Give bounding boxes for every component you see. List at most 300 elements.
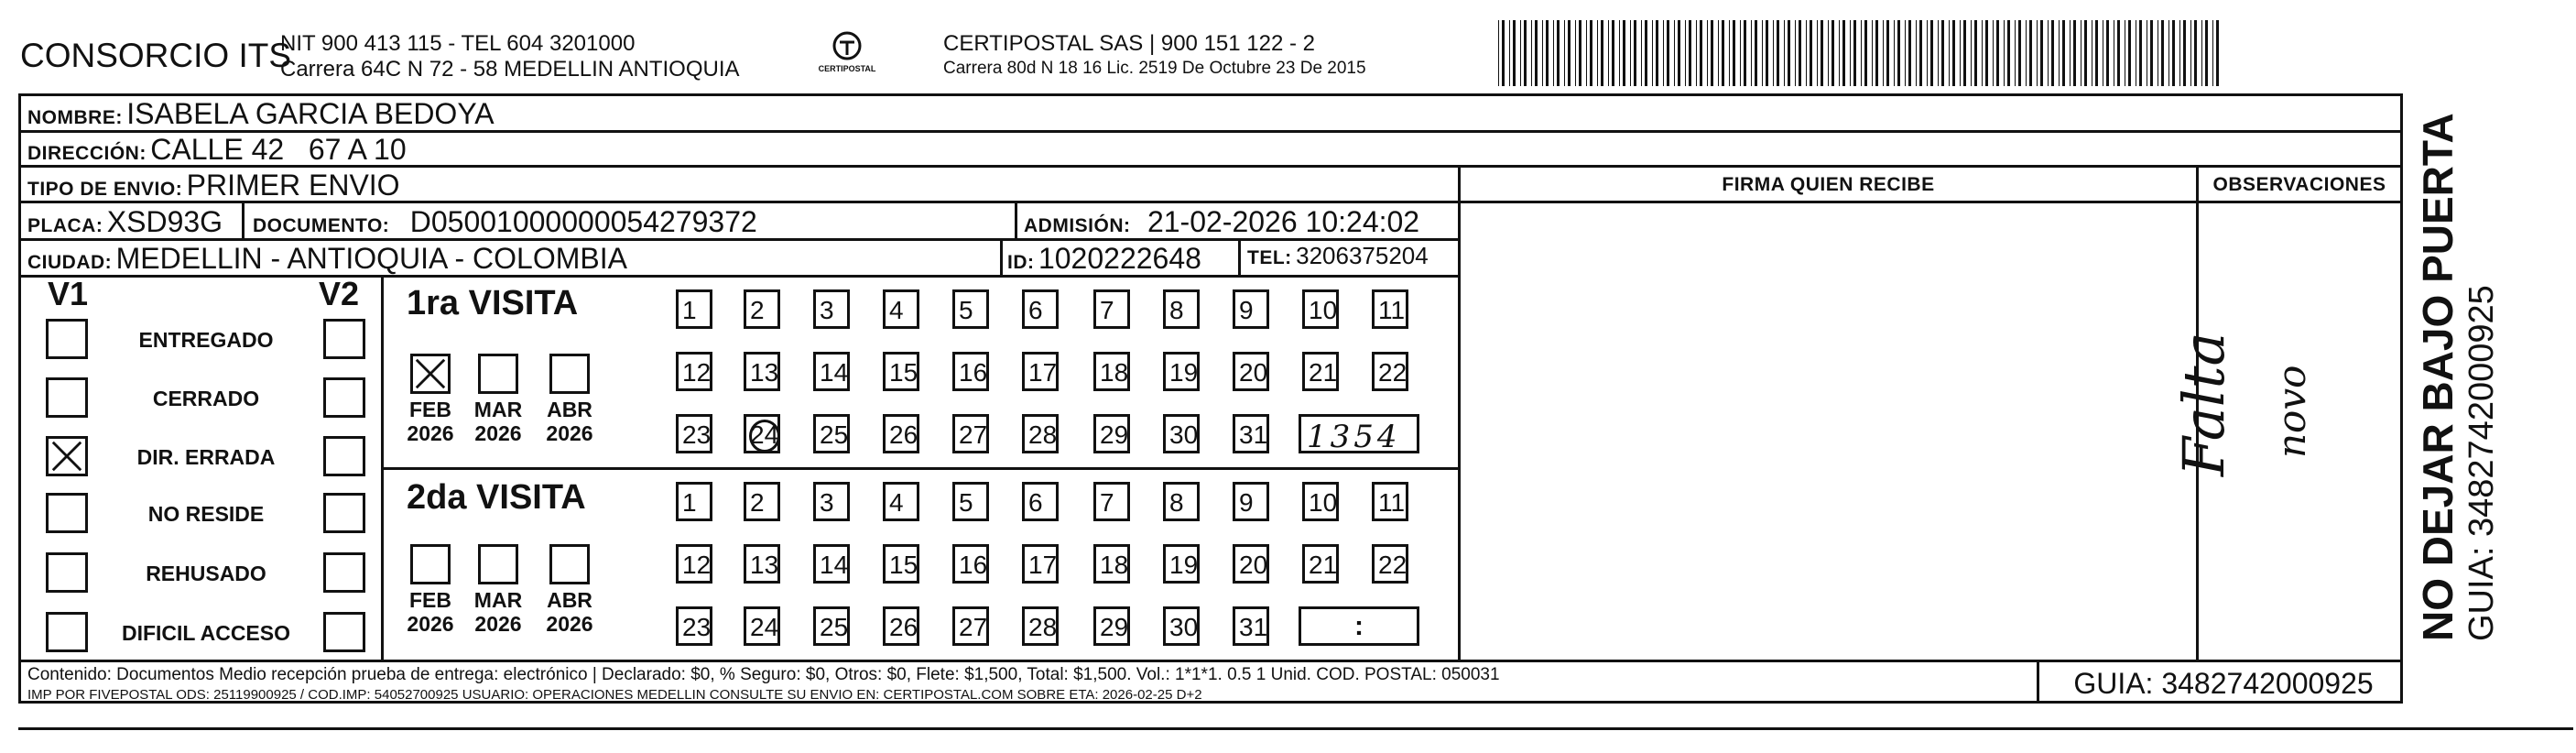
firma-header: FIRMA QUIEN RECIBE [1722, 174, 1935, 195]
barcode-bar [1612, 20, 1614, 86]
day-number: 29 [1100, 420, 1129, 449]
day-cell[interactable] [676, 544, 712, 584]
barcode-bar [1740, 20, 1741, 86]
barcode-bar [1652, 20, 1653, 86]
day-number: 30 [1169, 420, 1199, 449]
day-cell[interactable] [1093, 289, 1130, 329]
day-number: 2 [750, 296, 765, 324]
day-number: 17 [1028, 358, 1058, 387]
barcode-bar [2004, 20, 2005, 86]
day-cell[interactable] [676, 482, 712, 521]
barcode-bar [1996, 20, 1999, 86]
status-option-label: ENTREGADO [138, 328, 274, 352]
barcode-bar [1766, 20, 1768, 86]
day-cell[interactable] [883, 544, 919, 584]
day-cell[interactable] [1163, 544, 1200, 584]
barcode-bar [1905, 20, 1906, 86]
id-label: ID: [1007, 252, 1035, 273]
day-number: 11 [1378, 296, 1406, 324]
barcode-bar [1795, 20, 1796, 86]
barcode-bar [1762, 20, 1763, 86]
barcode-bar [1711, 20, 1713, 86]
day-cell[interactable] [952, 414, 989, 453]
v1-checkbox[interactable] [46, 377, 88, 418]
barcode-bar [2095, 20, 2098, 86]
side-title: NO DEJAR BAJO PUERTA [2414, 113, 2462, 641]
v2-checkbox[interactable] [323, 436, 365, 476]
day-number: 8 [1169, 296, 1184, 324]
barcode-bar [1938, 20, 1939, 86]
observaciones-header: OBSERVACIONES [2212, 174, 2386, 195]
day-number: 27 [959, 613, 988, 641]
documento-label: DOCUMENTO: [253, 215, 390, 236]
day-number: 1 [682, 488, 697, 517]
day-cell[interactable] [1093, 544, 1130, 584]
barcode-bar [2018, 20, 2021, 86]
day-cell[interactable] [1163, 352, 1200, 391]
barcode-bar [1894, 20, 1895, 86]
day-number: 3 [820, 488, 834, 517]
admision-cell [1024, 205, 1419, 239]
tel-value: 3206375204 [1296, 242, 1429, 269]
month-checkbox[interactable] [549, 354, 590, 394]
col-line [1458, 165, 1461, 660]
ciudad-label: CIUDAD: [27, 252, 113, 273]
barcode-bar [1993, 20, 1994, 86]
day-cell[interactable] [1022, 289, 1059, 329]
barcode-bar [1634, 20, 1636, 86]
day-number: 13 [750, 358, 779, 387]
day-number: 14 [820, 551, 849, 579]
barcode-bar [1908, 20, 1911, 86]
barcode [1495, 20, 2223, 86]
barcode-bar [2179, 20, 2180, 86]
barcode-bar [2168, 20, 2169, 86]
day-number: 16 [959, 358, 988, 387]
visit1-time-box[interactable] [1299, 414, 1419, 453]
v2-checkbox[interactable] [323, 493, 365, 533]
month-label: MAR [473, 398, 523, 421]
day-cell[interactable] [883, 414, 919, 453]
visit2-time-placeholder: : [1354, 611, 1364, 641]
barcode-bar [2029, 20, 2032, 86]
v2-checkbox[interactable] [323, 377, 365, 418]
v2-checkbox[interactable] [323, 319, 365, 359]
barcode-bar [1623, 20, 1625, 86]
day-cell[interactable] [1093, 482, 1130, 521]
day-number: 2 [750, 488, 765, 517]
day-cell[interactable] [1233, 482, 1269, 521]
day-cell[interactable] [1233, 289, 1269, 329]
col-line [242, 201, 245, 238]
day-number: 6 [1028, 488, 1043, 517]
barcode-bar [1700, 20, 1702, 86]
day-cell[interactable] [1022, 414, 1059, 453]
day-cell[interactable] [676, 606, 712, 646]
v1-checkbox[interactable] [46, 552, 88, 593]
day-number: 25 [820, 420, 849, 449]
barcode-bar [2172, 20, 2175, 86]
barcode-bar [2059, 20, 2060, 86]
tipo-label: TIPO DE ENVIO: [27, 179, 183, 200]
barcode-bar [1842, 20, 1845, 86]
month-year: 2026 [474, 612, 522, 636]
month-year: 2026 [407, 421, 454, 445]
day-cell[interactable] [952, 352, 989, 391]
day-cell[interactable] [952, 482, 989, 521]
v2-label: V2 [319, 275, 360, 312]
col-line [1000, 238, 1003, 275]
barcode-bar [1773, 20, 1774, 86]
barcode-bar [1586, 20, 1587, 86]
col-line [2037, 660, 2039, 704]
placa-label: PLACA: [27, 215, 103, 236]
day-cell[interactable] [676, 414, 712, 453]
barcode-bar [1579, 20, 1581, 86]
day-cell[interactable] [744, 352, 780, 391]
day-cell[interactable] [1302, 544, 1339, 584]
id-cell [1007, 242, 1201, 276]
company-name: CONSORCIO ITS [20, 37, 292, 74]
day-number: 4 [889, 296, 904, 324]
direccion-row [27, 133, 407, 167]
month-label: FEB [409, 398, 451, 421]
ciudad-value: MEDELLIN - ANTIOQUIA - COLOMBIA [115, 242, 627, 275]
barcode-bar [1619, 20, 1620, 86]
barcode-bar [2040, 20, 2043, 86]
footer-print-line: IMP POR FIVEPOSTAL ODS: 25119900925 / COD.IMP: 54052700925 USUARIO: OPERACIONES MEDELLIN CONSULTE SU ENVIO EN: CERTIPOSTAL.COM SOBRE ETA: 2026-02-25 D+2 [27, 687, 1202, 703]
barcode-bar [2048, 20, 2049, 86]
day-cell[interactable] [1022, 606, 1059, 646]
day-cell[interactable] [1372, 289, 1408, 329]
barcode-bar [1949, 20, 1950, 86]
visit2-time-box[interactable] [1299, 606, 1419, 646]
barcode-bar [1788, 20, 1790, 86]
barcode-bar [1667, 20, 1669, 86]
month-year: 2026 [546, 612, 593, 636]
day-number: 8 [1169, 488, 1184, 517]
v1-label: V1 [48, 275, 89, 312]
v1-checkbox[interactable] [46, 436, 88, 476]
row-line [18, 660, 2403, 662]
day-number: 18 [1100, 551, 1129, 579]
day-cell[interactable] [952, 289, 989, 329]
company-line1: NIT 900 413 115 - TEL 604 3201000 [280, 31, 636, 56]
barcode-bar [2139, 20, 2142, 86]
barcode-bar [1886, 20, 1889, 86]
day-number: 28 [1028, 613, 1058, 641]
day-number: 17 [1028, 551, 1058, 579]
barcode-bar [1597, 20, 1598, 86]
day-cell[interactable] [1093, 352, 1130, 391]
day-cell[interactable] [1163, 482, 1200, 521]
day-number: 22 [1378, 358, 1408, 387]
barcode-bar [1897, 20, 1900, 86]
barcode-bar [1883, 20, 1884, 86]
barcode-bar [1755, 20, 1757, 86]
day-number: 15 [889, 358, 918, 387]
day-cell[interactable] [1302, 482, 1339, 521]
barcode-bar [2106, 20, 2109, 86]
day-cell[interactable] [813, 352, 850, 391]
barcode-bar [1502, 20, 1505, 86]
month-checkbox[interactable] [478, 544, 518, 584]
observaciones-note-1: Falta [2170, 332, 2237, 476]
barcode-bar [1941, 20, 1944, 86]
day-number: 19 [1169, 551, 1199, 579]
day-number: 22 [1378, 551, 1408, 579]
barcode-bar [1751, 20, 1752, 86]
barcode-bar [1608, 20, 1609, 86]
status-option-label: CERRADO [152, 387, 260, 410]
day-cell[interactable] [1163, 414, 1200, 453]
nombre-value: ISABELA GARCIA BEDOYA [126, 97, 495, 130]
day-cell[interactable] [1233, 544, 1269, 584]
visit1-time-value: 1354 [1307, 419, 1401, 455]
barcode-bar [2150, 20, 2153, 86]
barcode-bar [2190, 20, 2191, 86]
month-checkbox[interactable] [549, 544, 590, 584]
day-cell[interactable] [1302, 289, 1339, 329]
day-number: 30 [1169, 613, 1199, 641]
barcode-bar [1861, 20, 1862, 86]
barcode-bar [1575, 20, 1576, 86]
day-cell[interactable] [744, 606, 780, 646]
documento-cell [253, 205, 757, 239]
v1-checkbox[interactable] [46, 319, 88, 359]
barcode-bar [1645, 20, 1647, 86]
barcode-bar [1729, 20, 1730, 86]
month-year: 2026 [407, 612, 454, 636]
barcode-bar [1839, 20, 1840, 86]
barcode-bar [1656, 20, 1658, 86]
day-number: 26 [889, 613, 918, 641]
barcode-bar [1557, 20, 1560, 86]
barcode-bar [2026, 20, 2027, 86]
barcode-bar [1564, 20, 1565, 86]
day-cell[interactable] [883, 289, 919, 329]
day-cell[interactable] [1302, 352, 1339, 391]
month-checkbox[interactable] [478, 354, 518, 394]
day-number: 10 [1309, 488, 1338, 517]
carrier-line1: CERTIPOSTAL SAS | 900 151 122 - 2 [943, 31, 1315, 56]
barcode-bar [2051, 20, 2054, 86]
day-cell[interactable] [1163, 289, 1200, 329]
observaciones-note-2: novo [2269, 365, 2314, 458]
barcode-bar [1963, 20, 1966, 86]
visit1-title: 1ra VISITA [407, 284, 579, 322]
day-number: 3 [820, 296, 834, 324]
day-cell[interactable] [952, 606, 989, 646]
barcode-bar [1744, 20, 1746, 86]
barcode-bar [2216, 20, 2219, 86]
day-cell[interactable] [676, 352, 712, 391]
v2-checkbox[interactable] [323, 612, 365, 652]
barcode-bar [1722, 20, 1724, 86]
day-number: 18 [1100, 358, 1129, 387]
direccion-value: CALLE 42 67 A 10 [150, 133, 407, 166]
documento-value: D05001000000054279372 [409, 205, 757, 238]
barcode-bar [1590, 20, 1592, 86]
visit2-title: 2da VISITA [407, 478, 586, 517]
barcode-bar [2128, 20, 2131, 86]
day-cell[interactable] [1022, 352, 1059, 391]
visit-divider [381, 467, 1458, 470]
day-number: 19 [1169, 358, 1199, 387]
barcode-bar [1831, 20, 1834, 86]
barcode-bar [2084, 20, 2087, 86]
barcode-bar [2194, 20, 2197, 86]
status-option-label: DIR. ERRADA [136, 445, 276, 469]
barcode-bar [1919, 20, 1922, 86]
day-number: 11 [1378, 488, 1406, 517]
day-number: 23 [682, 613, 712, 641]
barcode-bar [1806, 20, 1807, 86]
barcode-bar [1971, 20, 1972, 86]
day-cell[interactable] [1093, 414, 1130, 453]
bottom-rule [18, 727, 2573, 730]
day-number: 24 [750, 613, 779, 641]
status-option-label: REHUSADO [146, 562, 266, 585]
v2-checkbox[interactable] [323, 552, 365, 593]
day-number: 21 [1309, 551, 1338, 579]
day-cell[interactable] [883, 606, 919, 646]
barcode-bar [1872, 20, 1873, 86]
day-number: 7 [1100, 296, 1114, 324]
barcode-bar [2201, 20, 2202, 86]
day-cell[interactable] [813, 482, 850, 521]
day-cell[interactable] [1233, 606, 1269, 646]
day-cell[interactable] [813, 289, 850, 329]
day-cell[interactable] [744, 544, 780, 584]
barcode-bar [2117, 20, 2120, 86]
day-number: 29 [1100, 613, 1129, 641]
day-cell[interactable] [1022, 544, 1059, 584]
day-cell[interactable] [883, 352, 919, 391]
day-cell[interactable] [813, 606, 850, 646]
barcode-bar [2205, 20, 2208, 86]
direccion-label: DIRECCIÓN: [27, 143, 147, 164]
barcode-bar [1960, 20, 1961, 86]
col-line [1238, 238, 1241, 275]
month-year: 2026 [474, 421, 522, 445]
barcode-bar [2015, 20, 2016, 86]
barcode-bar [1568, 20, 1571, 86]
day-cell[interactable] [1233, 352, 1269, 391]
day-number: 9 [1239, 488, 1254, 517]
day-number: 25 [820, 613, 849, 641]
barcode-bar [1524, 20, 1527, 86]
day-cell[interactable] [1372, 482, 1408, 521]
month-label: MAR [473, 588, 523, 612]
day-number: 12 [682, 358, 712, 387]
barcode-bar [1531, 20, 1532, 86]
day-number: 13 [750, 551, 779, 579]
day-number: 12 [682, 551, 712, 579]
barcode-bar [1864, 20, 1867, 86]
month-label: FEB [409, 588, 451, 612]
barcode-bar [1696, 20, 1697, 86]
day-cell[interactable] [813, 414, 850, 453]
barcode-bar [2037, 20, 2038, 86]
tipo-value: PRIMER ENVIO [186, 169, 400, 202]
barcode-bar [1553, 20, 1554, 86]
barcode-bar [1930, 20, 1933, 86]
day-number: 21 [1309, 358, 1338, 387]
day-cell[interactable] [744, 414, 780, 453]
tipo-row [27, 169, 400, 202]
barcode-bar [1817, 20, 1818, 86]
day-number: 28 [1028, 420, 1058, 449]
day-cell[interactable] [744, 482, 780, 521]
barcode-bar [1974, 20, 1977, 86]
barcode-bar [1513, 20, 1516, 86]
day-number: 15 [889, 551, 918, 579]
month-checkbox[interactable] [410, 544, 451, 584]
day-number: 23 [682, 420, 712, 449]
day-cell[interactable] [744, 289, 780, 329]
day-cell[interactable] [1233, 414, 1269, 453]
barcode-bar [1850, 20, 1851, 86]
carrier-line2: Carrera 80d N 18 16 Lic. 2519 De Octubre 23 De 2015 [943, 59, 1366, 78]
day-cell[interactable] [676, 289, 712, 329]
barcode-bar [2183, 20, 2186, 86]
barcode-bar [1520, 20, 1521, 86]
barcode-bar [2070, 20, 2071, 86]
day-circle-mark [749, 420, 780, 453]
company-line2: Carrera 64C N 72 - 58 MEDELLIN ANTIOQUIA [280, 57, 740, 82]
barcode-bar [2073, 20, 2076, 86]
day-number: 1 [682, 296, 697, 324]
placa-cell [27, 205, 223, 239]
month-checkbox[interactable] [410, 354, 451, 394]
barcode-bar [1853, 20, 1856, 86]
day-cell[interactable] [1372, 544, 1408, 584]
tel-cell [1247, 242, 1429, 270]
barcode-bar [1689, 20, 1691, 86]
barcode-bar [1498, 20, 1499, 86]
v1-checkbox[interactable] [46, 612, 88, 652]
barcode-bar [1777, 20, 1779, 86]
day-number: 20 [1239, 551, 1268, 579]
day-cell[interactable] [1163, 606, 1200, 646]
barcode-bar [1718, 20, 1719, 86]
day-cell[interactable] [883, 482, 919, 521]
month-label: ABR [547, 588, 592, 612]
nombre-label: NOMBRE: [27, 107, 123, 128]
day-number: 10 [1309, 296, 1338, 324]
day-number: 9 [1239, 296, 1254, 324]
id-value: 1020222648 [1038, 242, 1201, 275]
side-warning [2414, 92, 2502, 641]
day-cell[interactable] [813, 544, 850, 584]
barcode-bar [1663, 20, 1664, 86]
day-cell[interactable] [1093, 606, 1130, 646]
barcode-bar [1535, 20, 1538, 86]
barcode-bar [1509, 20, 1510, 86]
v1-checkbox[interactable] [46, 493, 88, 533]
barcode-bar [1875, 20, 1878, 86]
day-cell[interactable] [1372, 352, 1408, 391]
day-cell[interactable] [952, 544, 989, 584]
barcode-bar [1927, 20, 1928, 86]
day-cell[interactable] [1022, 482, 1059, 521]
barcode-bar [1784, 20, 1785, 86]
status-option-label: NO RESIDE [147, 502, 265, 526]
month-year: 2026 [546, 421, 593, 445]
barcode-bar [2062, 20, 2065, 86]
barcode-bar [1601, 20, 1603, 86]
